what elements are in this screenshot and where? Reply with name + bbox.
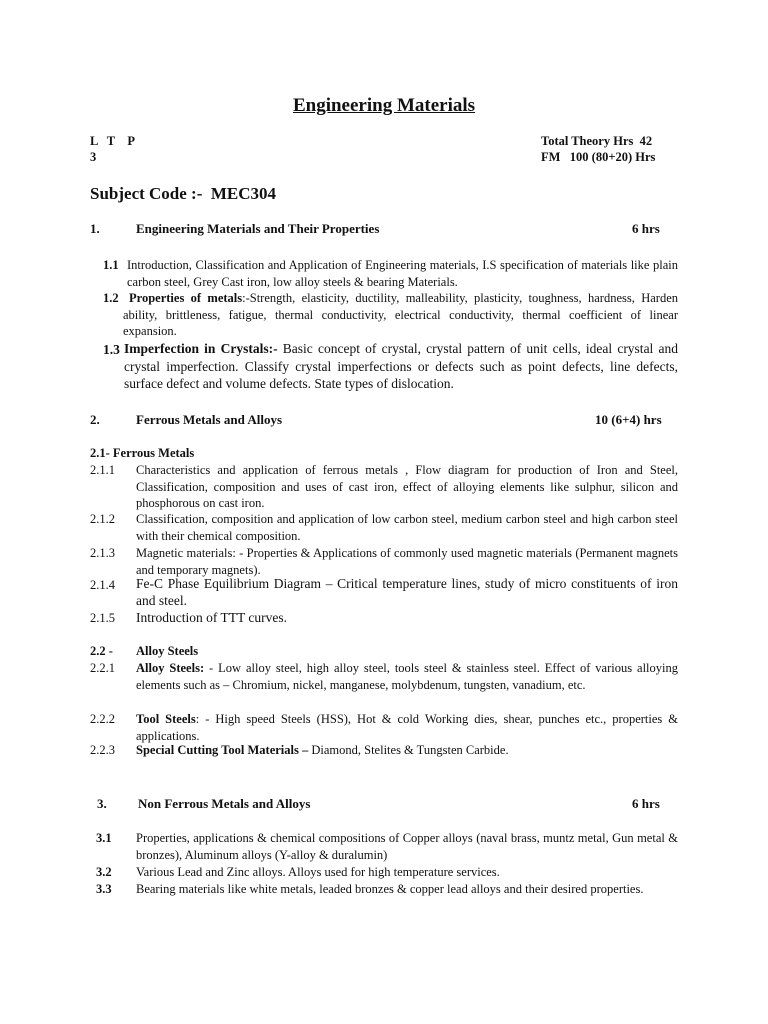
item-1-2-body: :-Strength, elasticity, ductility, malleability, plasticity, toughness, hardness, Harden ability, brittleness, fatigue, thermal conductivity, electrical conductivity, thermal coefficient of linear expansion. bbox=[123, 291, 678, 338]
item-3-3-text: Bearing materials like white metals, leaded bronzes & copper lead alloys and their desired properties. bbox=[136, 882, 644, 896]
section-1-number: 1. bbox=[90, 221, 100, 236]
item-1-1-number: 1.1 bbox=[103, 258, 119, 272]
item-1-3-number: 1.3 bbox=[103, 342, 120, 357]
item-2-1-4-text: Fe-C Phase Equilibrium Diagram – Critical temperature lines, study of micro constituents of iron and steel. bbox=[136, 576, 678, 608]
item-1-2-number: 1.2 bbox=[103, 291, 119, 305]
item-2-2-1-number: 2.2.1 bbox=[90, 661, 115, 675]
subject-code: Subject Code :- MEC304 bbox=[90, 184, 277, 203]
section-3-title: Non Ferrous Metals and Alloys bbox=[138, 796, 311, 811]
full-marks: FM 100 (80+20) Hrs bbox=[541, 150, 656, 164]
item-2-1-2-text: Classification, composition and application of low carbon steel, medium carbon steel and high carbon steel with their chemical composition. bbox=[136, 512, 678, 543]
item-2-1-1-number: 2.1.1 bbox=[90, 463, 115, 477]
item-1-1-body: Introduction, Classification and Application of Engineering materials, I.S specification of materials like plain carbon steel, Grey Cast iron, low alloy steels & bearing Materials. bbox=[127, 258, 678, 289]
item-1-2-heading: Properties of metals bbox=[129, 291, 243, 305]
total-theory-hours: Total Theory Hrs 42 bbox=[541, 134, 653, 148]
item-3-1-number: 3.1 bbox=[96, 831, 112, 845]
section-3-hours: 6 hrs bbox=[632, 796, 660, 811]
item-1-3-body: Basic concept of crystal, crystal pattern of unit cells, ideal crystal and crystal imperfection. Classify crystal imperfections or defects such as point defects, line defects, surface defect and volume defects. State types of dislocation. bbox=[124, 341, 678, 391]
section-3-number: 3. bbox=[97, 796, 107, 811]
subsection-2-2-title: Alloy Steels bbox=[136, 644, 199, 658]
item-2-2-3-text bbox=[136, 742, 678, 759]
item-2-1-5-number: 2.1.5 bbox=[90, 611, 115, 625]
item-1-3-heading: Imperfection in Crystals:- bbox=[124, 341, 278, 356]
item-2-1-2-number: 2.1.2 bbox=[90, 512, 115, 526]
item-2-1-5-text: Introduction of TTT curves. bbox=[136, 610, 287, 625]
item-2-2-2-body: : - High speed Steels (HSS), Hot & cold Working dies, shear, punches etc., properties & applications. bbox=[136, 712, 678, 743]
item-1-1-text bbox=[127, 257, 678, 290]
item-2-2-3-heading: Special Cutting Tool Materials – bbox=[136, 743, 309, 757]
item-2-2-2-heading: Tool Steels bbox=[136, 712, 196, 726]
item-1-3-text bbox=[124, 340, 678, 393]
item-2-2-3-number: 2.2.3 bbox=[90, 743, 115, 757]
ltp-values: 3 bbox=[90, 150, 97, 164]
subsection-2-2-number: 2.2 - bbox=[90, 644, 113, 658]
ltp-header: L T P bbox=[90, 134, 136, 148]
section-2-number: 2. bbox=[90, 412, 100, 427]
page-title: Engineering Materials bbox=[292, 95, 476, 116]
item-1-2-text bbox=[123, 290, 678, 340]
item-2-1-3-number: 2.1.3 bbox=[90, 546, 115, 560]
section-1-hours: 6 hrs bbox=[632, 221, 660, 236]
item-3-2-text: Various Lead and Zinc alloys. Alloys used for high temperature services. bbox=[136, 865, 500, 879]
item-3-3-number: 3.3 bbox=[96, 882, 112, 896]
item-2-1-1-text: Characteristics and application of ferrous metals , Flow diagram for production of Iron and Steel, Classification, composition and uses of cast iron, effect of alloying elements like sulphur, silicon and phosphorous on cast iron. bbox=[136, 463, 678, 510]
item-3-1-text: Properties, applications & chemical compositions of Copper alloys (naval brass, muntz metal, Gun metal & bronzes), Aluminum alloys (Y-alloy & duralumin) bbox=[136, 831, 678, 862]
item-2-2-1-heading: Alloy Steels: bbox=[136, 661, 205, 675]
section-1-title: Engineering Materials and Their Properties bbox=[136, 221, 380, 236]
section-2-title: Ferrous Metals and Alloys bbox=[136, 412, 283, 427]
item-2-2-1-text bbox=[136, 660, 678, 693]
item-2-2-2-number: 2.2.2 bbox=[90, 712, 115, 726]
item-2-2-1-body: - Low alloy steel, high alloy steel, tools steel & stainless steel. Effect of various alloying elements such as – Chromium, nickel, manganese, molybdenum, tungsten, vanadium, etc. bbox=[136, 661, 678, 692]
item-2-1-4-number: 2.1.4 bbox=[90, 578, 115, 592]
subsection-2-1-title: 2.1- Ferrous Metals bbox=[90, 446, 195, 460]
item-2-2-2-text bbox=[136, 711, 678, 744]
section-2-hours: 10 (6+4) hrs bbox=[595, 412, 662, 427]
item-2-2-3-body: Diamond, Stelites & Tungsten Carbide. bbox=[308, 743, 509, 757]
item-2-1-3-text: Magnetic materials: - Properties & Applications of commonly used magnetic materials (Permanent magnets and temporary magnets). bbox=[136, 546, 678, 577]
item-3-2-number: 3.2 bbox=[96, 865, 112, 879]
